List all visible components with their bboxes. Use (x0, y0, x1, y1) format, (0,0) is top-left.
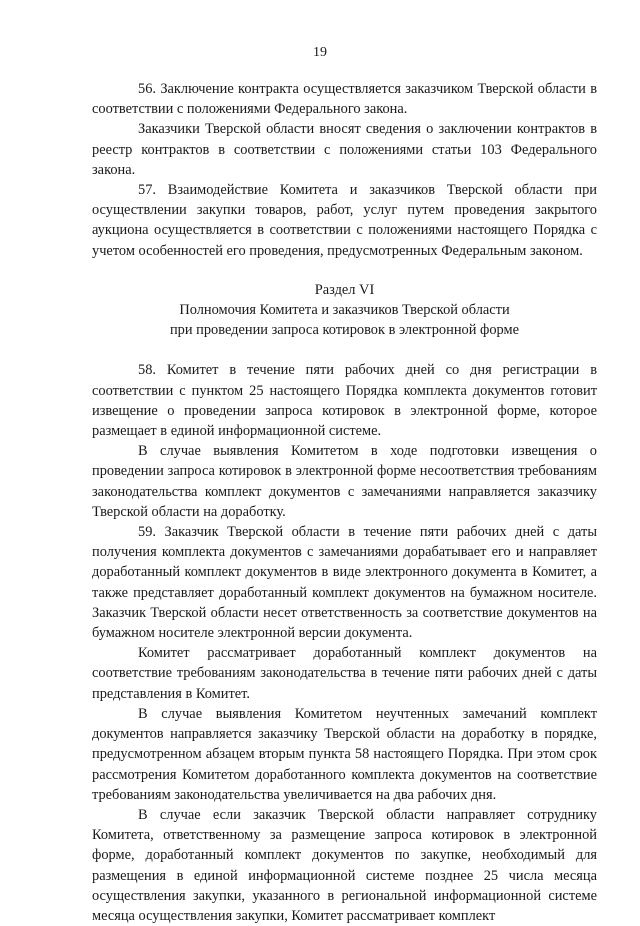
document-body (92, 79, 597, 926)
section-heading (92, 280, 597, 341)
paragraph-57: 57. Взаимодействие Комитета и заказчиков Тверской области при осуществлении закупки товаров, работ, услуг путем проведения закрытого аукциона осуществляется в соответствии с положениями настоящего Порядка с учетом особенностей его проведения, предусмотренных Федеральным законом. (92, 182, 597, 259)
paragraph-59-review: Комитет рассматривает доработанный комплект документов на соответствие требованиям законодательства в течение пяти рабочих дней с даты представления в Комитет. (92, 645, 597, 702)
paragraph-59: 59. Заказчик Тверской области в течение пяти рабочих дней с даты получения комплекта документов с замечаниями дорабатывает его и направляет доработанный комплект документов в виде электронного документа в Комитет, а также представляет доработанный комплект документов на бумажном носителе. Заказчик Тверской области несет ответственность за соответствие документов на бумажном носителе электронной версии документа. (92, 524, 597, 642)
paragraph-59-unresolved: В случае выявления Комитетом неучтенных замечаний комплект документов направляется заказчику Тверской области на доработку в порядке, предусмотренном абзацем вторым пункта 58 настоящего Порядка. При этом срок рассмотрения Комитетом доработанного комплекта документов на соответствие требованиям законодательства увеличивается на два рабочих дня. (92, 705, 597, 803)
paragraph-58: 58. Комитет в течение пяти рабочих дней со дня регистрации в соответствии с пунктом 25 настоящего Порядка комплекта документов готовит извещение о проведении запроса котировок в электронной форме, которое размещает в единой информационной системе. (92, 362, 597, 440)
page-number: 19 (313, 45, 327, 60)
section-title-line-1: Полномочия Комитета и заказчиков Тверской области (179, 302, 510, 319)
section-title-line-2: при проведении запроса котировок в электронной форме (169, 322, 520, 339)
paragraph-58-remarks: В случае выявления Комитетом в ходе подготовки извещения о проведении запроса котировок в электронной форме несоответствия требованиям законодательства комплект документов с замечаниями направляется заказчику Тверской области на доработку. (92, 443, 597, 520)
paragraph-56-registry: Заказчики Тверской области вносят сведения о заключении контрактов в реестр контрактов в соответствии с положениями статьи 103 Федерального закона. (92, 121, 597, 178)
paragraph-56: 56. Заключение контракта осуществляется заказчиком Тверской области в соответствии с положениями Федерального закона. (92, 81, 597, 118)
section-label: Раздел VI (314, 281, 375, 298)
paragraph-59-late-submission: В случае если заказчик Тверской области направляет сотруднику Комитета, ответственному за размещение запроса котировок в электронной форме, доработанный комплект документов по закупке, необходимый для размещения в единой информационной системе позднее 25 числа месяца осуществления закупки, указанного в региональной информационной системе месяца осуществления закупки, Комитет рассматривает комплект (92, 806, 597, 924)
